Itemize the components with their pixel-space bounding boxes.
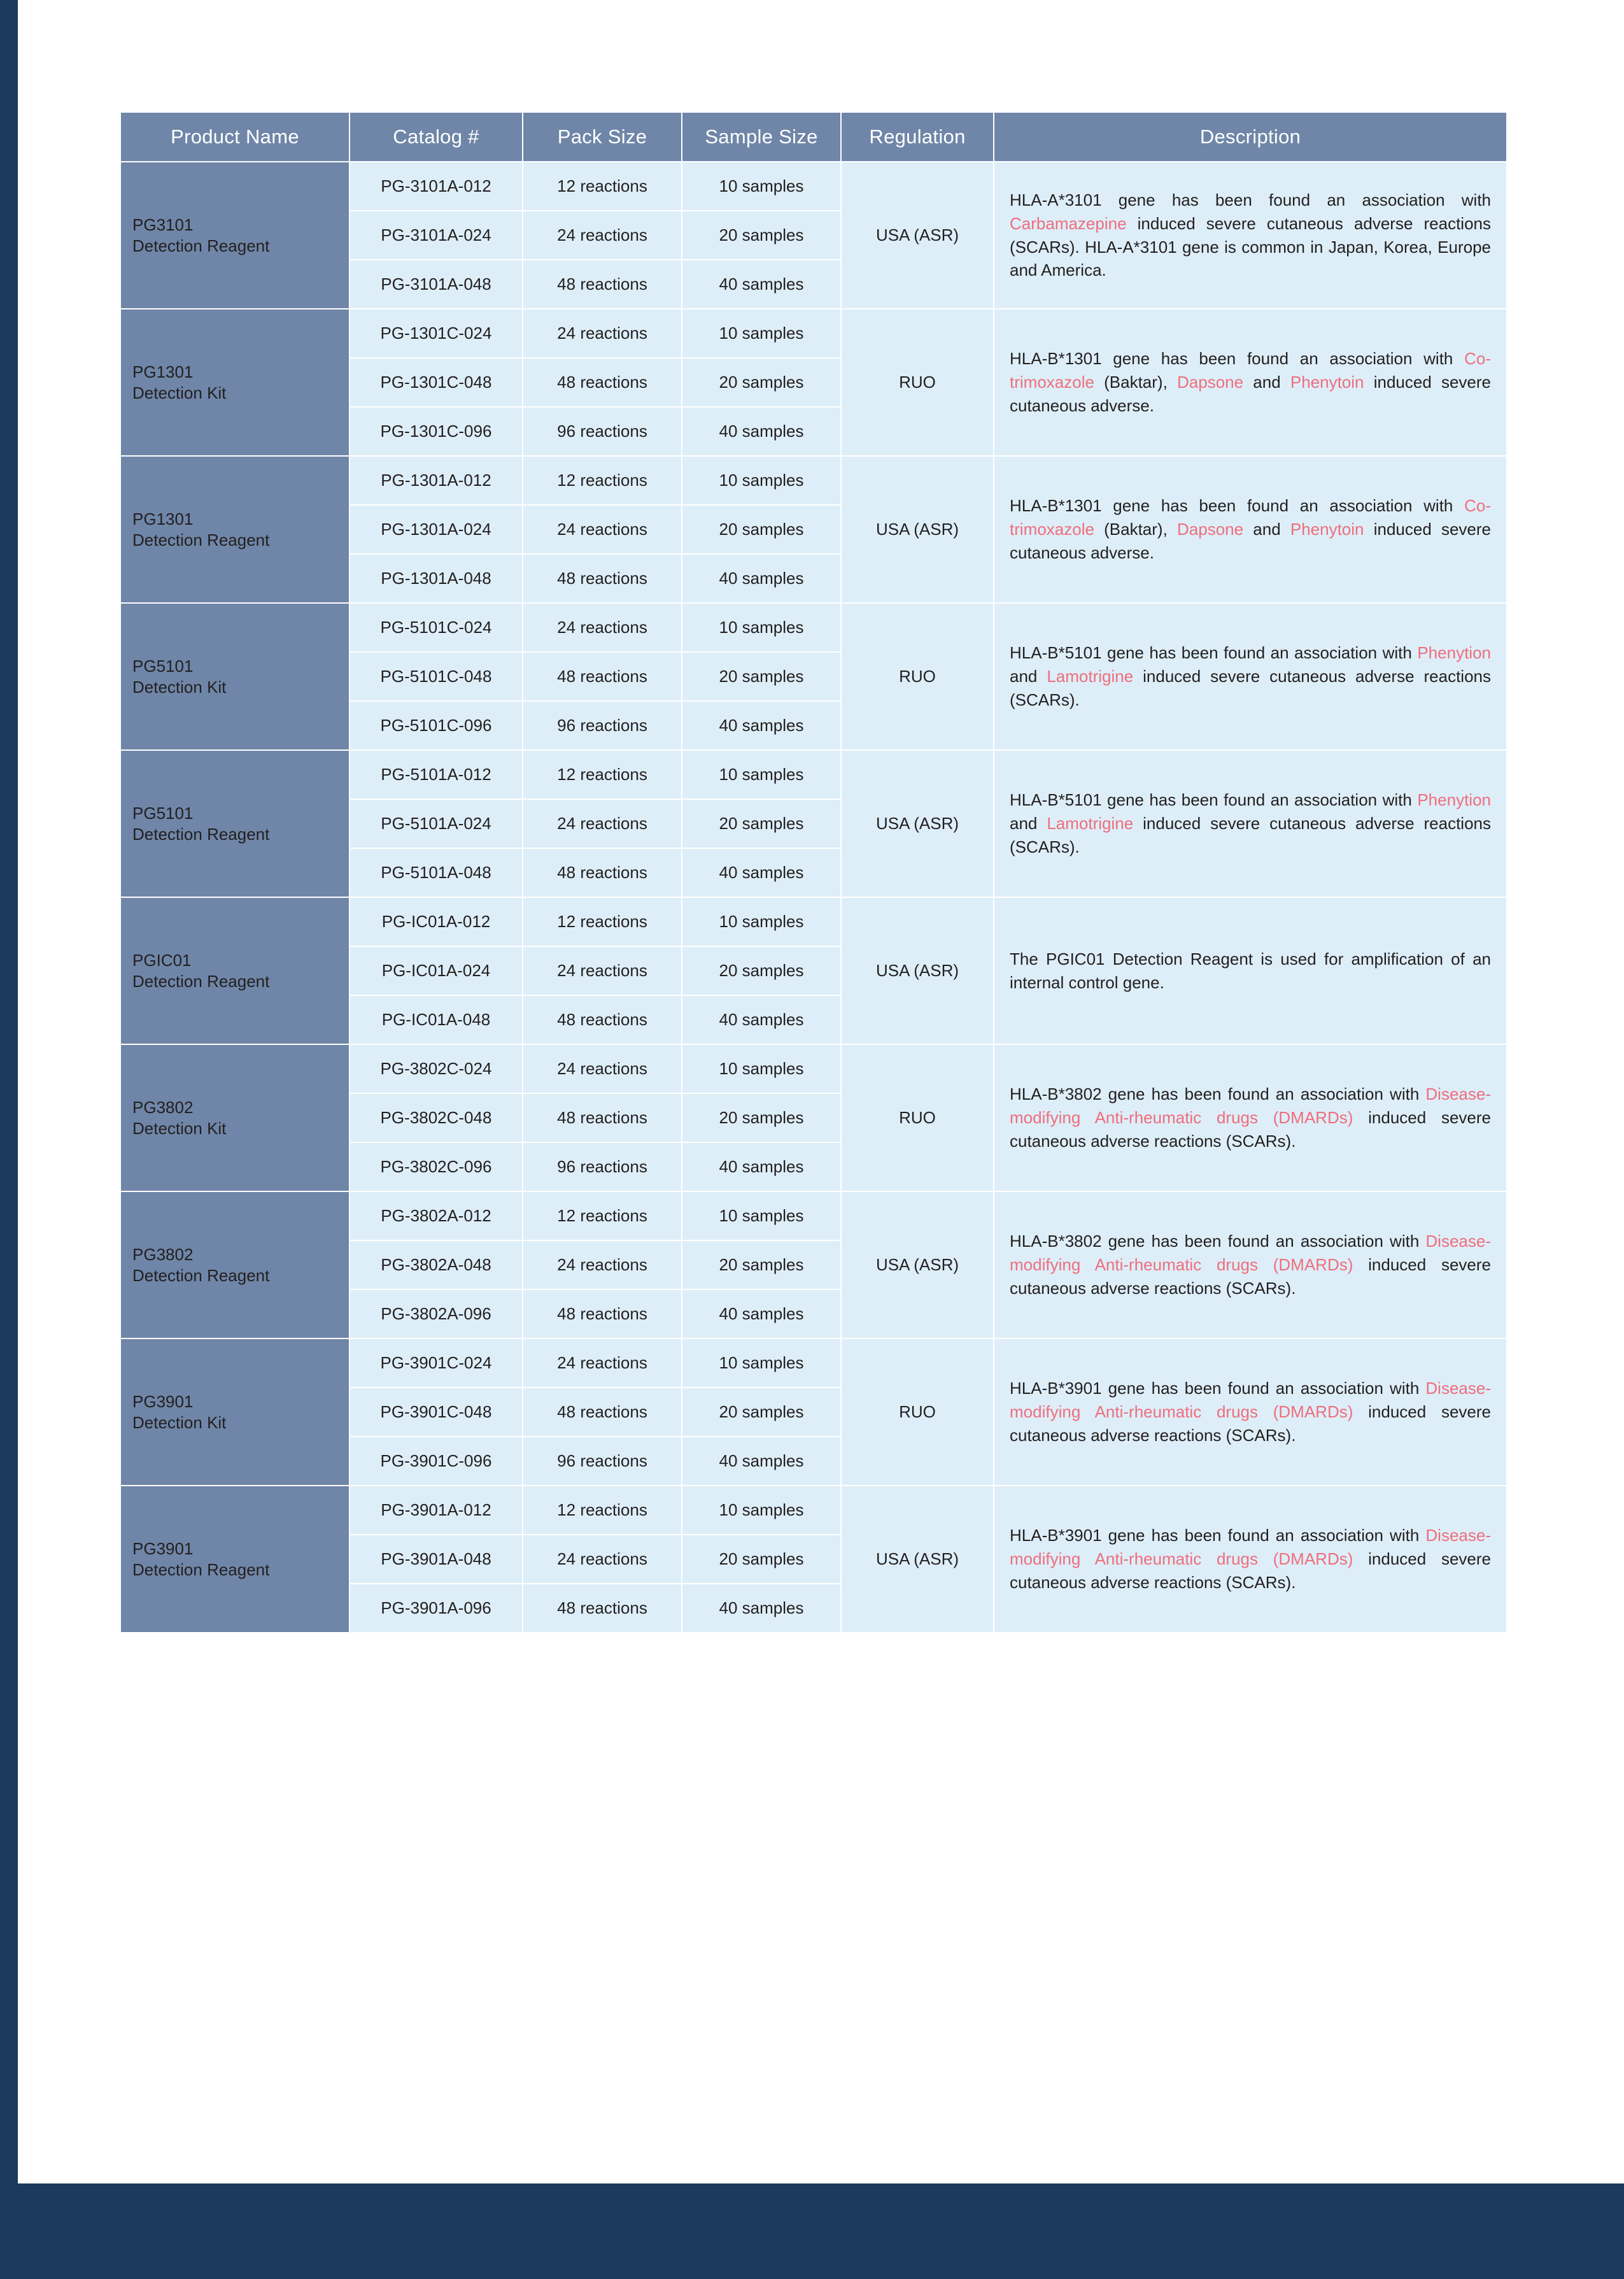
catalog-number-cell: PG-1301A-012 xyxy=(350,456,523,505)
sample-size-cell: 10 samples xyxy=(682,309,841,358)
regulation-cell: USA (ASR) xyxy=(841,897,994,1044)
pack-size-cell: 48 reactions xyxy=(523,554,682,603)
pack-size-cell: 48 reactions xyxy=(523,260,682,309)
sample-size-cell: 40 samples xyxy=(682,848,841,897)
catalog-number-cell: PG-5101C-024 xyxy=(350,603,523,652)
table-row xyxy=(120,603,1507,652)
catalog-number-cell: PG-IC01A-012 xyxy=(350,897,523,946)
pack-size-cell: 24 reactions xyxy=(523,1240,682,1289)
catalog-number-cell: PG-5101A-048 xyxy=(350,848,523,897)
pack-size-cell: 24 reactions xyxy=(523,505,682,554)
product-name-cell: PG3802 Detection Kit xyxy=(120,1044,350,1191)
product-table xyxy=(120,111,1507,1633)
catalog-number-cell: PG-1301A-024 xyxy=(350,505,523,554)
highlighted-drug-name: Disease-modifying Anti-rheumatic drugs (DMARDs) xyxy=(1010,1526,1491,1569)
highlighted-drug-name: Co-trimoxazole xyxy=(1010,349,1491,392)
pack-size-cell: 12 reactions xyxy=(523,1486,682,1535)
product-name-cell: PG5101 Detection Kit xyxy=(120,603,350,750)
pack-size-cell: 12 reactions xyxy=(523,162,682,211)
table-body xyxy=(120,162,1507,1633)
column-header-description: Description xyxy=(994,112,1507,162)
catalog-number-cell: PG-5101A-012 xyxy=(350,750,523,799)
catalog-number-cell: PG-3901A-048 xyxy=(350,1535,523,1584)
sample-size-cell: 40 samples xyxy=(682,554,841,603)
pack-size-cell: 96 reactions xyxy=(523,701,682,750)
pack-size-cell: 48 reactions xyxy=(523,995,682,1044)
pack-size-cell: 24 reactions xyxy=(523,1338,682,1388)
highlighted-drug-name: Disease-modifying Anti-rheumatic drugs (DMARDs) xyxy=(1010,1084,1491,1128)
column-header-pack-size: Pack Size xyxy=(523,112,682,162)
highlighted-drug-name: Lamotrigine xyxy=(1047,667,1134,686)
description-cell: HLA-B*1301 gene has been found an association with Co-trimoxazole (Baktar), Dapsone and Phenytoin induced severe cutaneous adverse. xyxy=(994,456,1507,603)
pack-size-cell: 24 reactions xyxy=(523,946,682,995)
sample-size-cell: 10 samples xyxy=(682,897,841,946)
catalog-number-cell: PG-IC01A-048 xyxy=(350,995,523,1044)
column-header-regulation: Regulation xyxy=(841,112,994,162)
sample-size-cell: 20 samples xyxy=(682,505,841,554)
regulation-cell: RUO xyxy=(841,1044,994,1191)
table-row xyxy=(120,456,1507,505)
description-cell: HLA-B*3802 gene has been found an association with Disease-modifying Anti-rheumatic drugs (DMARDs) induced severe cutaneous adverse reactions (SCARs). xyxy=(994,1044,1507,1191)
pack-size-cell: 96 reactions xyxy=(523,1142,682,1191)
pack-size-cell: 48 reactions xyxy=(523,848,682,897)
pack-size-cell: 48 reactions xyxy=(523,1093,682,1142)
pack-size-cell: 12 reactions xyxy=(523,750,682,799)
catalog-number-cell: PG-3802C-096 xyxy=(350,1142,523,1191)
table-header-row xyxy=(120,112,1507,162)
description-cell: HLA-B*5101 gene has been found an association with Phenytion and Lamotrigine induced severe cutaneous adverse reactions (SCARs). xyxy=(994,750,1507,897)
pack-size-cell: 48 reactions xyxy=(523,652,682,701)
pack-size-cell: 24 reactions xyxy=(523,211,682,260)
regulation-cell: RUO xyxy=(841,1338,994,1486)
sample-size-cell: 10 samples xyxy=(682,1191,841,1240)
sample-size-cell: 20 samples xyxy=(682,358,841,407)
table-row xyxy=(120,897,1507,946)
highlighted-drug-name: Phenytoin xyxy=(1290,520,1364,539)
pack-size-cell: 12 reactions xyxy=(523,1191,682,1240)
product-name-cell: PG1301 Detection Reagent xyxy=(120,456,350,603)
sample-size-cell: 40 samples xyxy=(682,1437,841,1486)
highlighted-drug-name: Phenytion xyxy=(1417,643,1491,663)
sample-size-cell: 20 samples xyxy=(682,1535,841,1584)
pack-size-cell: 24 reactions xyxy=(523,309,682,358)
sample-size-cell: 20 samples xyxy=(682,946,841,995)
pack-size-cell: 48 reactions xyxy=(523,1289,682,1338)
pack-size-cell: 96 reactions xyxy=(523,407,682,456)
column-header-product-name: Product Name xyxy=(120,112,350,162)
catalog-number-cell: PG-5101A-024 xyxy=(350,799,523,848)
table-row xyxy=(120,1044,1507,1093)
table-row xyxy=(120,1486,1507,1535)
catalog-number-cell: PG-1301C-024 xyxy=(350,309,523,358)
product-name-cell: PG5101 Detection Reagent xyxy=(120,750,350,897)
catalog-number-cell: PG-IC01A-024 xyxy=(350,946,523,995)
table-row xyxy=(120,309,1507,358)
catalog-number-cell: PG-3901A-012 xyxy=(350,1486,523,1535)
highlighted-drug-name: Phenytion xyxy=(1417,790,1491,810)
product-name-cell: PG3802 Detection Reagent xyxy=(120,1191,350,1338)
regulation-cell: USA (ASR) xyxy=(841,456,994,603)
table-row xyxy=(120,750,1507,799)
pack-size-cell: 12 reactions xyxy=(523,897,682,946)
table-row xyxy=(120,1338,1507,1388)
catalog-number-cell: PG-3901A-096 xyxy=(350,1584,523,1633)
pack-size-cell: 24 reactions xyxy=(523,1044,682,1093)
sample-size-cell: 40 samples xyxy=(682,407,841,456)
column-header-catalog: Catalog # xyxy=(350,112,523,162)
catalog-number-cell: PG-1301C-096 xyxy=(350,407,523,456)
highlighted-drug-name: Phenytoin xyxy=(1290,373,1364,392)
regulation-cell: RUO xyxy=(841,309,994,456)
catalog-number-cell: PG-3101A-012 xyxy=(350,162,523,211)
product-name-cell: PGIC01 Detection Reagent xyxy=(120,897,350,1044)
sample-size-cell: 20 samples xyxy=(682,652,841,701)
left-accent-bar xyxy=(0,0,18,2279)
regulation-cell: USA (ASR) xyxy=(841,1191,994,1338)
description-cell: HLA-B*3901 gene has been found an association with Disease-modifying Anti-rheumatic drugs (DMARDs) induced severe cutaneous adverse reactions (SCARs). xyxy=(994,1486,1507,1633)
product-name-cell: PG3901 Detection Kit xyxy=(120,1338,350,1486)
sample-size-cell: 20 samples xyxy=(682,1388,841,1437)
description-cell: HLA-B*1301 gene has been found an association with Co-trimoxazole (Baktar), Dapsone and Phenytoin induced severe cutaneous adverse. xyxy=(994,309,1507,456)
catalog-number-cell: PG-3802A-012 xyxy=(350,1191,523,1240)
table-header xyxy=(120,112,1507,162)
pack-size-cell: 24 reactions xyxy=(523,799,682,848)
sample-size-cell: 10 samples xyxy=(682,1338,841,1388)
sample-size-cell: 10 samples xyxy=(682,456,841,505)
highlighted-drug-name: Co-trimoxazole xyxy=(1010,496,1491,539)
catalog-number-cell: PG-5101C-096 xyxy=(350,701,523,750)
description-cell: HLA-B*5101 gene has been found an association with Phenytion and Lamotrigine induced severe cutaneous adverse reactions (SCARs). xyxy=(994,603,1507,750)
product-name-cell: PG1301 Detection Kit xyxy=(120,309,350,456)
catalog-number-cell: PG-5101C-048 xyxy=(350,652,523,701)
column-header-sample-size: Sample Size xyxy=(682,112,841,162)
sample-size-cell: 10 samples xyxy=(682,750,841,799)
pack-size-cell: 24 reactions xyxy=(523,603,682,652)
sample-size-cell: 10 samples xyxy=(682,603,841,652)
bottom-accent-bar xyxy=(0,2183,1624,2279)
pack-size-cell: 96 reactions xyxy=(523,1437,682,1486)
product-name-cell: PG3101 Detection Reagent xyxy=(120,162,350,309)
catalog-number-cell: PG-1301C-048 xyxy=(350,358,523,407)
catalog-number-cell: PG-1301A-048 xyxy=(350,554,523,603)
product-name-cell: PG3901 Detection Reagent xyxy=(120,1486,350,1633)
catalog-number-cell: PG-3802C-024 xyxy=(350,1044,523,1093)
table-row xyxy=(120,1191,1507,1240)
sample-size-cell: 20 samples xyxy=(682,799,841,848)
catalog-number-cell: PG-3901C-096 xyxy=(350,1437,523,1486)
sample-size-cell: 40 samples xyxy=(682,1289,841,1338)
table-row xyxy=(120,162,1507,211)
catalog-number-cell: PG-3802C-048 xyxy=(350,1093,523,1142)
highlighted-drug-name: Lamotrigine xyxy=(1047,814,1134,834)
catalog-number-cell: PG-3101A-024 xyxy=(350,211,523,260)
catalog-number-cell: PG-3901C-024 xyxy=(350,1338,523,1388)
sample-size-cell: 10 samples xyxy=(682,1486,841,1535)
catalog-number-cell: PG-3802A-048 xyxy=(350,1240,523,1289)
highlighted-drug-name: Carbamazepine xyxy=(1010,213,1127,233)
pack-size-cell: 12 reactions xyxy=(523,456,682,505)
product-table-container xyxy=(120,111,1506,1633)
sample-size-cell: 20 samples xyxy=(682,1240,841,1289)
highlighted-drug-name: Disease-modifying Anti-rheumatic drugs (DMARDs) xyxy=(1010,1379,1491,1422)
pack-size-cell: 48 reactions xyxy=(523,1584,682,1633)
regulation-cell: USA (ASR) xyxy=(841,750,994,897)
highlighted-drug-name: Disease-modifying Anti-rheumatic drugs (DMARDs) xyxy=(1010,1232,1491,1275)
sample-size-cell: 20 samples xyxy=(682,211,841,260)
sample-size-cell: 40 samples xyxy=(682,260,841,309)
regulation-cell: USA (ASR) xyxy=(841,1486,994,1633)
catalog-number-cell: PG-3901C-048 xyxy=(350,1388,523,1437)
sample-size-cell: 40 samples xyxy=(682,995,841,1044)
description-cell: The PGIC01 Detection Reagent is used for amplification of an internal control gene. xyxy=(994,897,1507,1044)
description-cell: HLA-B*3901 gene has been found an association with Disease-modifying Anti-rheumatic drugs (DMARDs) induced severe cutaneous adverse reactions (SCARs). xyxy=(994,1338,1507,1486)
sample-size-cell: 40 samples xyxy=(682,1142,841,1191)
catalog-number-cell: PG-3101A-048 xyxy=(350,260,523,309)
sample-size-cell: 10 samples xyxy=(682,1044,841,1093)
pack-size-cell: 48 reactions xyxy=(523,1388,682,1437)
sample-size-cell: 10 samples xyxy=(682,162,841,211)
description-cell: HLA-A*3101 gene has been found an association with Carbamazepine induced severe cutaneous adverse reactions (SCARs). HLA-A*3101 gene is common in Japan, Korea, Europe and America. xyxy=(994,162,1507,309)
catalog-number-cell: PG-3802A-096 xyxy=(350,1289,523,1338)
sample-size-cell: 40 samples xyxy=(682,1584,841,1633)
regulation-cell: USA (ASR) xyxy=(841,162,994,309)
sample-size-cell: 40 samples xyxy=(682,701,841,750)
highlighted-drug-name: Dapsone xyxy=(1177,520,1244,539)
pack-size-cell: 24 reactions xyxy=(523,1535,682,1584)
highlighted-drug-name: Dapsone xyxy=(1177,373,1244,392)
pack-size-cell: 48 reactions xyxy=(523,358,682,407)
regulation-cell: RUO xyxy=(841,603,994,750)
description-cell: HLA-B*3802 gene has been found an association with Disease-modifying Anti-rheumatic drugs (DMARDs) induced severe cutaneous adverse reactions (SCARs). xyxy=(994,1191,1507,1338)
sample-size-cell: 20 samples xyxy=(682,1093,841,1142)
